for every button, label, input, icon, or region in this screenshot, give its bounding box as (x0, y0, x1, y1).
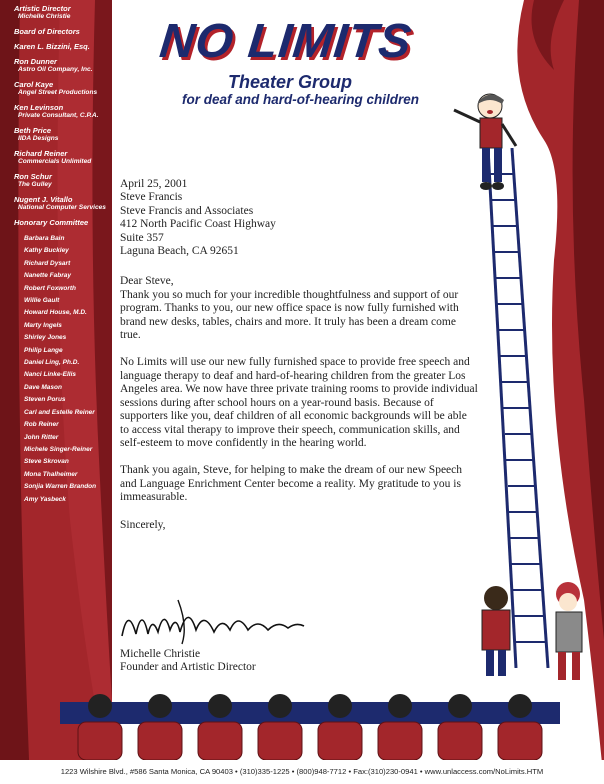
board-entry (14, 27, 124, 36)
logo-title: NO LIMITS (157, 15, 415, 68)
board-name: Ron Dunner (14, 57, 57, 66)
board-role: Private Consultant, C.P.A. (18, 112, 99, 119)
board-role: Michelle Christie (18, 13, 71, 20)
footer-contact: 1223 Wilshire Blvd., #586 Santa Monica, CA 90403 • (310)335-1225 • (800)948-7712 • Fax:(310)230-0941 • www.unlaccess.com/NoLimits.HTM (0, 760, 604, 784)
committee-list (14, 233, 124, 506)
committee-member: Kathy Buckley (24, 247, 69, 255)
board-role: National Computer Services (18, 204, 106, 211)
board-entry (14, 103, 124, 120)
board-role: IIDA Designs (18, 135, 59, 142)
paragraph: No Limits will use our new fully furnished space to provide free speech and language therapy to deaf and hard-of-hearing children from the greater Los Angeles area. We now have three private training rooms to provide individual sessions during after school hours on a year-round basis. Because of supporters like you, deaf children of all economic backgrounds will be able to access vital therapy to improve their speech, communication skills, and self-esteem to move confidently in the hearing world. (120, 356, 478, 449)
paragraph: Thank you so much for your incredible thoughtfulness and support of our program. Thanks to you, our new office space is now fully furnished with brand new desks, tables, chairs and more. It truly has been a dream come true. (120, 288, 459, 342)
letter-body (120, 178, 478, 532)
board-name: Ken Levinson (14, 103, 64, 112)
committee-member: Philip Lange (24, 346, 63, 354)
board-entry (14, 80, 124, 97)
committee-member: Amy Yasbeck (24, 495, 66, 503)
board-entry (14, 42, 124, 51)
letter-date: April 25, 2001 (120, 178, 188, 190)
committee-member: Steven Porus (24, 396, 66, 404)
committee-member: Michele Singer-Reiner (24, 445, 93, 453)
address-line: Laguna Beach, CA 92651 (120, 245, 239, 258)
committee-member: Steve Skrovan (24, 458, 69, 466)
committee-member: Mona Thalheimer (24, 470, 78, 478)
committee-member: Robert Foxworth (24, 284, 76, 292)
committee-member: Carl and Estelle Reiner (24, 408, 95, 416)
signer-title: Founder and Artistic Director (120, 661, 256, 674)
board-role: Angel Street Productions (18, 89, 98, 96)
handwritten-signature (118, 596, 318, 646)
paragraph: Thank you again, Steve, for helping to make the dream of our new Speech and Language Enrichment Center become a reality. My gratitude to you is immeasurable. (120, 464, 463, 504)
committee-member: Rob Reiner (24, 421, 59, 429)
logo-subtitle: Theater Group (228, 72, 353, 92)
committee-member: Daniel Ling, Ph.D. (24, 359, 80, 367)
committee-heading: Honorary Committee (14, 218, 89, 227)
board-entry (14, 57, 124, 74)
address-line: 412 North Pacific Coast Highway (120, 218, 276, 231)
address-line: Steve Francis (120, 191, 183, 204)
committee-member: Shirley Jones (24, 334, 67, 342)
signer-name: Michelle Christie (120, 648, 201, 660)
committee-member: Richard Dysart (24, 259, 71, 267)
board-role: The Gulley (18, 181, 52, 188)
board-name: Board of Directors (14, 27, 80, 36)
committee-member: Barbara Bain (24, 235, 65, 242)
board-entry (14, 4, 124, 21)
committee-member: Willie Gault (24, 297, 60, 305)
board-name: Ron Schur (14, 172, 52, 181)
committee-member: Howard House, M.D. (24, 309, 87, 317)
board-name: Karen L. Bizzini, Esq. (14, 42, 90, 51)
children-at-ladder-illustration (468, 580, 604, 690)
board-name: Beth Price (14, 126, 52, 135)
board-name: Nugent J. Vitallo (14, 195, 73, 204)
salutation: Dear Steve, (120, 275, 174, 288)
board-name: Richard Reiner (14, 149, 68, 158)
address-line: Steve Francis and Associates (120, 204, 254, 217)
committee-member: John Ritter (24, 433, 59, 441)
board-entry (14, 149, 124, 166)
board-entry (14, 195, 124, 212)
board-name: Artistic Director (14, 4, 71, 13)
recipient-address (120, 191, 478, 258)
closing: Sincerely, (120, 518, 166, 531)
board-entry (14, 126, 124, 143)
theater-seats-illustration (60, 688, 560, 760)
board-role: Commercials Unlimited (18, 158, 92, 165)
committee-member: Marty Ingels (24, 321, 62, 329)
committee-member: Nanci Linke-Ellis (24, 371, 77, 379)
board-name: Carol Kaye (14, 80, 54, 89)
board-role: Astro Oil Company, Inc. (18, 66, 93, 73)
committee-member: Nanette Fabray (24, 272, 71, 280)
committee-member: Dave Mason (24, 383, 62, 391)
committee-member: Sonjia Warren Brandon (24, 483, 97, 491)
signer-block (120, 648, 256, 675)
logo-tagline: for deaf and hard-of-hearing children (182, 92, 420, 107)
board-entry (14, 172, 124, 189)
board-sidebar (14, 4, 124, 506)
address-line: Suite 357 (120, 231, 164, 244)
